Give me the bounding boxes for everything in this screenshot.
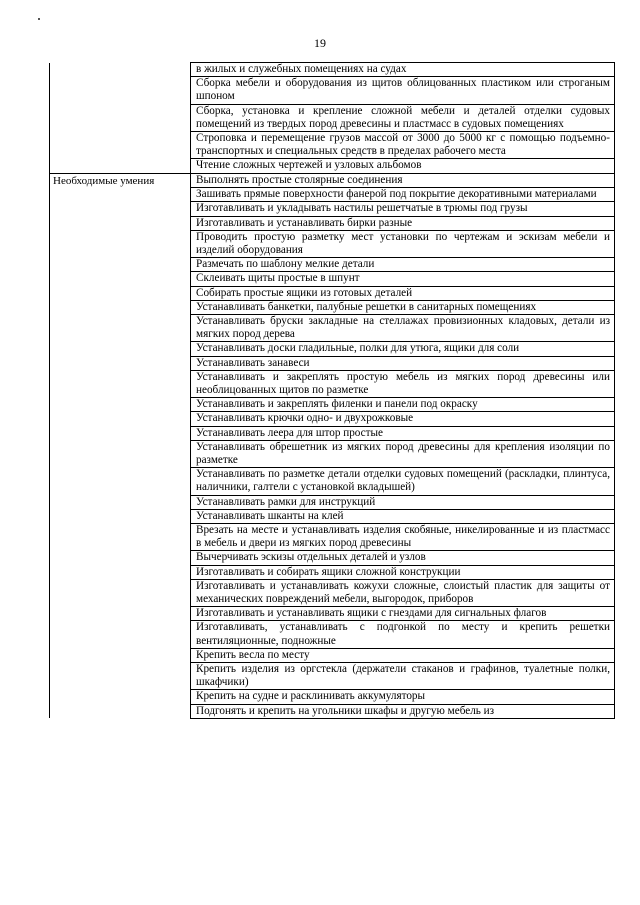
label-cell (50, 356, 191, 370)
item-cell: Вычерчивать эскизы отдельных деталей и узлов (191, 551, 615, 565)
knowledge-row (50, 77, 615, 104)
skill-row (50, 509, 615, 523)
scan-speck (38, 18, 40, 20)
skill-row (50, 426, 615, 440)
label-cell (50, 342, 191, 356)
skill-row (50, 300, 615, 314)
label-cell (50, 77, 191, 104)
item-cell: Строповка и перемещение грузов массой от 3000 до 5000 кг с помощью подъемно-транспортных и специальных средств в пределах рабочего места (191, 132, 615, 159)
label-cell (50, 663, 191, 690)
label-cell (50, 104, 191, 131)
label-cell (50, 495, 191, 509)
label-cell (50, 551, 191, 565)
item-cell: Склеивать щиты простые в шпунт (191, 272, 615, 286)
label-cell (50, 704, 191, 718)
section-label: Необходимые умения (50, 173, 191, 188)
item-cell: Крепить изделия из оргстекла (держатели стаканов и графинов, туалетные полки, шкафчики) (191, 663, 615, 690)
label-cell (50, 412, 191, 426)
item-cell: Изготавливать и устанавливать кожухи сложные, слоистый пластик для защиты от механических повреждений мебели, выгородок, приборов (191, 579, 615, 606)
label-cell (50, 300, 191, 314)
item-cell: Устанавливать леера для штор простые (191, 426, 615, 440)
skill-row (50, 551, 615, 565)
skill-row (50, 188, 615, 202)
item-cell: Зашивать прямые поверхности фанерой под покрытие декоративными материалами (191, 188, 615, 202)
skill-row (50, 607, 615, 621)
item-cell: Устанавливать рамки для инструкций (191, 495, 615, 509)
skill-row (50, 495, 615, 509)
skill-row (50, 690, 615, 704)
skill-row (50, 440, 615, 467)
skill-row (50, 524, 615, 551)
item-cell: Выполнять простые столярные соединения (191, 173, 615, 188)
knowledge-row (50, 159, 615, 173)
item-cell: Устанавливать и закреплять простую мебель из мягких пород древесины или необлицованных щитов по разметке (191, 370, 615, 397)
skill-row (50, 286, 615, 300)
item-cell: в жилых и служебных помещениях на судах (191, 63, 615, 77)
item-cell: Устанавливать обрешетник из мягких пород древесины для крепления изоляции по разметке (191, 440, 615, 467)
label-cell (50, 132, 191, 159)
skill-row (50, 468, 615, 495)
page-number: 19 (314, 36, 326, 50)
item-cell: Устанавливать и закреплять филенки и панели под окраску (191, 398, 615, 412)
knowledge-row (50, 104, 615, 131)
item-cell: Изготавливать и устанавливать бирки разные (191, 216, 615, 230)
label-cell (50, 440, 191, 467)
skill-row (50, 398, 615, 412)
label-cell (50, 398, 191, 412)
item-cell: Врезать на месте и устанавливать изделия скобяные, никелированные и из пластмасс в мебель и двери из мягких пород древесины (191, 524, 615, 551)
item-cell: Подгонять и крепить на угольники шкафы и другую мебель из (191, 704, 615, 718)
label-cell (50, 579, 191, 606)
item-cell: Изготавливать и укладывать настилы решетчатые в трюмы под грузы (191, 202, 615, 216)
label-cell (50, 690, 191, 704)
label-cell (50, 648, 191, 662)
label-cell (50, 63, 191, 77)
label-cell (50, 216, 191, 230)
item-cell: Устанавливать крючки одно- и двухрожковые (191, 412, 615, 426)
item-cell: Устанавливать бруски закладные на стеллажах провизионных кладовых, детали из мягких пород дерева (191, 314, 615, 341)
skill-row (50, 663, 615, 690)
item-cell: Устанавливать занавеси (191, 356, 615, 370)
item-cell: Изготавливать, устанавливать с подгонкой по месту и крепить решетки вентиляционные, подножные (191, 621, 615, 648)
item-cell: Крепить на судне и расклинивать аккумуляторы (191, 690, 615, 704)
knowledge-row (50, 63, 615, 77)
label-cell (50, 524, 191, 551)
label-cell (50, 509, 191, 523)
item-cell: Чтение сложных чертежей и узловых альбомов (191, 159, 615, 173)
item-cell: Размечать по шаблону мелкие детали (191, 258, 615, 272)
label-cell (50, 370, 191, 397)
item-cell: Устанавливать шканты на клей (191, 509, 615, 523)
skill-row (50, 258, 615, 272)
skill-row (50, 314, 615, 341)
label-cell (50, 426, 191, 440)
item-cell: Изготавливать и устанавливать ящики с гнездами для сигнальных флагов (191, 607, 615, 621)
skill-row (50, 356, 615, 370)
item-cell: Крепить весла по месту (191, 648, 615, 662)
skill-row (50, 704, 615, 718)
skill-row (50, 412, 615, 426)
skill-row (50, 342, 615, 356)
label-cell (50, 230, 191, 257)
skill-row (50, 565, 615, 579)
label-cell (50, 607, 191, 621)
skill-row (50, 621, 615, 648)
item-cell: Сборка мебели и оборудования из щитов облицованных пластиком или строганым шпоном (191, 77, 615, 104)
skill-row (50, 272, 615, 286)
skill-row (50, 579, 615, 606)
skill-row (50, 173, 615, 188)
skill-row (50, 202, 615, 216)
label-cell (50, 468, 191, 495)
item-cell: Изготавливать и собирать ящики сложной конструкции (191, 565, 615, 579)
label-cell (50, 314, 191, 341)
item-cell: Устанавливать банкетки, палубные решетки в санитарных помещениях (191, 300, 615, 314)
label-cell (50, 159, 191, 173)
item-cell: Проводить простую разметку мест установки по чертежам и эскизам мебели и изделий оборудования (191, 230, 615, 257)
label-cell (50, 565, 191, 579)
item-cell: Сборка, установка и крепление сложной мебели и деталей отделки судовых помещений из твердых пород древесины и пластмасс в судовых помещениях (191, 104, 615, 131)
item-cell: Устанавливать доски гладильные, полки для утюга, ящики для соли (191, 342, 615, 356)
skill-row (50, 216, 615, 230)
competency-table (49, 62, 615, 719)
knowledge-row (50, 132, 615, 159)
label-cell (50, 258, 191, 272)
skill-row (50, 648, 615, 662)
label-cell (50, 621, 191, 648)
label-cell (50, 272, 191, 286)
label-cell (50, 188, 191, 202)
item-cell: Устанавливать по разметке детали отделки судовых помещений (раскладки, плинтуса, наличники, галтели с установкой вкладышей) (191, 468, 615, 495)
skill-row (50, 230, 615, 257)
label-cell (50, 286, 191, 300)
label-cell (50, 202, 191, 216)
skill-row (50, 370, 615, 397)
item-cell: Собирать простые ящики из готовых деталей (191, 286, 615, 300)
